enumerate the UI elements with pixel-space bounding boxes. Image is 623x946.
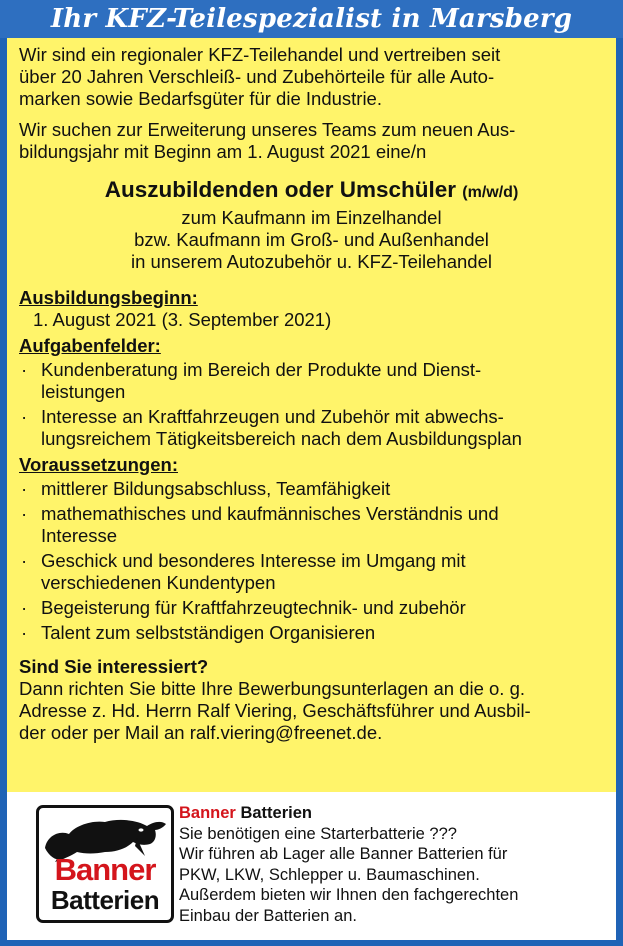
- job-line: bzw. Kaufmann im Groß- und Außenhandel: [134, 229, 489, 250]
- contact-line: der oder per Mail an ralf.viering@freenet.de.: [19, 722, 383, 743]
- promo-line: Wir führen ab Lager alle Banner Batterien für: [179, 845, 508, 863]
- intro-line: über 20 Jahren Verschleiß- und Zubehörteile für alle Auto-: [19, 66, 495, 87]
- requirements-heading: Voraussetzungen:: [19, 454, 178, 475]
- list-item: · mittlerer Bildungsabschluss, Teamfähigkeit: [21, 478, 391, 499]
- search-paragraph: [19, 119, 604, 163]
- promo-text: [179, 803, 605, 926]
- list-item: · mathemathisches und kaufmännisches Verständnis und Interesse: [21, 503, 499, 546]
- tasks-list: [19, 359, 604, 450]
- contact-paragraph: [19, 678, 604, 744]
- logo-banner-text: Banner: [54, 852, 156, 887]
- job-title: [19, 176, 604, 207]
- contact-line: Adresse z. Hd. Herrn Ralf Viering, Geschäftsführer und Ausbil-: [19, 700, 531, 721]
- job-description: [19, 207, 604, 273]
- intro-line: Wir suchen zur Erweiterung unseres Teams zum neuen Aus-: [19, 119, 516, 140]
- list-item: · Begeisterung für Kraftfahrzeugtechnik- und zubehör: [21, 597, 466, 618]
- job-line: in unserem Autozubehör u. KFZ-Teilehandel: [131, 251, 492, 272]
- promo-line: Außerdem bieten wir Ihnen den fachgerechten: [179, 886, 519, 904]
- list-item: · Interesse an Kraftfahrzeugen und Zubehör mit abwechs- lungsreichem Tätigkeitsbereich nach dem Ausbildungsplan: [21, 406, 522, 449]
- list-item: · Kundenberatung im Bereich der Produkte und Dienst- leistungen: [21, 359, 482, 402]
- job-line: zum Kaufmann im Einzelhandel: [181, 207, 442, 228]
- promo-line: Sie benötigen eine Starterbatterie ???: [179, 824, 457, 843]
- contact-question: Sind Sie interessiert?: [19, 656, 209, 677]
- promo-brand: Banner: [179, 804, 236, 822]
- logo-batterien-text: Batterien: [50, 885, 160, 915]
- promo-line: PKW, LKW, Schlepper u. Baumaschinen.: [179, 865, 480, 884]
- requirements-list: [19, 478, 604, 644]
- list-item: · Talent zum selbstständigen Organisieren: [21, 622, 376, 643]
- job-ad-panel: [7, 38, 616, 792]
- gender-note: (m/w/d): [462, 184, 519, 201]
- start-heading: Ausbildungsbeginn:: [19, 287, 198, 308]
- job-title-text: Auszubildenden oder Umschüler: [104, 177, 457, 202]
- promo-line: Einbau der Batterien an.: [179, 906, 357, 925]
- intro-line: marken sowie Bedarfsgüter für die Industrie.: [19, 88, 382, 109]
- promo-title: [179, 803, 605, 824]
- start-date: 1. August 2021 (3. September 2021): [33, 309, 332, 330]
- promo-product: Batterien: [240, 804, 312, 822]
- intro-line: bildungsjahr mit Beginn am 1. August 2021 eine/n: [19, 141, 427, 162]
- contact-line: Dann richten Sie bitte Ihre Bewerbungsunterlagen an die o. g.: [19, 678, 525, 699]
- list-item: · Geschick und besonderes Interesse im Umgang mit verschiedenen Kundentypen: [21, 550, 466, 593]
- header-bar: [0, 0, 623, 38]
- intro-line: Wir sind ein regionaler KFZ-Teilehandel und vertreiben seit: [19, 44, 501, 65]
- battery-promo-panel: [7, 792, 616, 940]
- intro-paragraph: [19, 44, 604, 110]
- tasks-heading: Aufgabenfelder:: [19, 335, 161, 356]
- banner-logo: [36, 805, 174, 923]
- headline: Ihr KFZ-Teilespezialist in Marsberg: [50, 4, 573, 34]
